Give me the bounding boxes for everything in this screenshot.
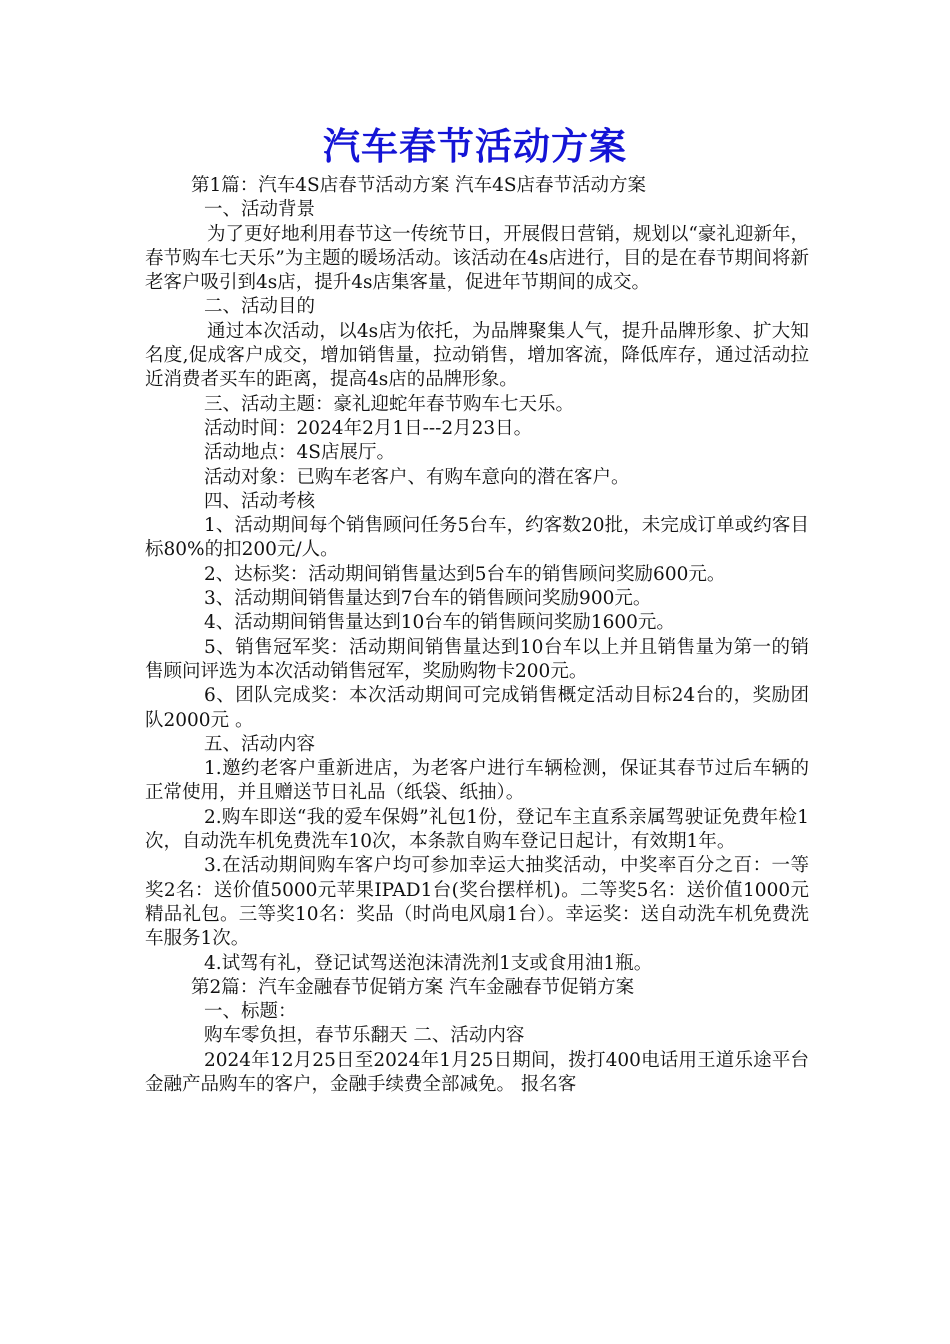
list-item: 4.试驾有礼，登记试驾送泡沫清洗剂1支或食用油1瓶。 — [204, 952, 653, 974]
section-heading: 第2篇：汽车金融春节促销方案 汽车金融春节促销方案 — [191, 976, 635, 998]
list-item: 2.购车即送“我的爱车保姆”礼包1份，登记车主直系亲属驾驶证免费年检1次，自动洗车机免费洗车10次，本条款自购车登记日起计，有效期1年。 — [145, 806, 809, 853]
list-item: 2、达标奖：活动期间销售量达到5台车的销售顾问奖励600元。 — [204, 563, 726, 585]
body-paragraph: 活动时间：2024年2月1日---2月23日。 — [204, 417, 533, 439]
body-paragraph: 活动对象：已购车老客户、有购车意向的潜在客户。 — [204, 466, 630, 488]
list-item: 4、活动期间销售量达到10台车的销售顾问奖励1600元。 — [204, 612, 675, 634]
section-heading: 二、活动目的 — [204, 296, 316, 318]
list-item: 1.邀约老客户重新进店，为老客户进行车辆检测，保证其春节过后车辆的正常使用，并且赠送节日礼品（纸袋、纸抽）。 — [145, 758, 809, 804]
body-paragraph: 通过本次活动，以4s店为依托，为品牌聚集人气，提升品牌形象、扩大知名度,促成客户成交，增加销售量，拉动销售，增加客流，降低库存，通过活动拉近消费者买车的距离，提高4s店的品牌形象。 — [145, 320, 809, 391]
body-paragraph: 购车零负担，春节乐翻天 二、活动内容 — [204, 1025, 525, 1047]
section-heading: 一、标题： — [204, 1001, 297, 1023]
list-item: 3、活动期间销售量达到7台车的销售顾问奖励900元。 — [204, 588, 652, 610]
list-item: 3.在活动期间购车客户均可参加幸运大抽奖活动，中奖率百分之百：一等奖2名：送价值5000元苹果IPAD1台(奖台摆样机)。二等奖5名：送价值1000元精品礼包。三等奖10名：奖品（时尚电风扇1台）。幸运奖：送自动洗车机免费洗车服务1次。 — [145, 855, 809, 950]
list-item: 5、销售冠军奖：活动期间销售量达到10台车以上并且销售量为第一的销售顾问评选为本次活动销售冠军，奖励购物卡200元。 — [145, 636, 809, 682]
body-paragraph: 为了更好地利用春节这一传统节日，开展假日营销，规划以“豪礼迎新年，春节购车七天乐”为主题的暖场活动。该活动在4s店进行，目的是在春节期间将新老客户吸引到4s店，提升4s店集客量，促进年节期间的成交。 — [145, 223, 809, 294]
body-paragraph: 三、活动主题：豪礼迎蛇年春节购车七天乐。 — [204, 393, 575, 415]
list-item: 6、团队完成奖：本次活动期间可完成销售概定活动目标24台的，奖励团队2000元 。 — [145, 685, 809, 731]
section-heading: 第1篇：汽车4S店春节活动方案 汽车4S店春节活动方案 — [191, 175, 647, 196]
section-heading: 五、活动内容 — [204, 733, 316, 755]
section-heading: 一、活动背景 — [204, 199, 316, 221]
document-body — [145, 174, 809, 1097]
list-item: 1、活动期间每个销售顾问任务5台车，约客数20批，未完成订单或约客目标80%的扣200元/人。 — [145, 515, 809, 561]
document-title: 汽车春节活动方案 — [323, 125, 627, 168]
section-heading: 四、活动考核 — [204, 490, 316, 512]
body-paragraph: 2024年12月25日至2024年1月25日期间，拨打400电话用王道乐途平台金融产品购车的客户，金融手续费全部减免。 报名客 — [145, 1049, 809, 1095]
body-paragraph: 活动地点：4S店展厅。 — [204, 442, 395, 464]
